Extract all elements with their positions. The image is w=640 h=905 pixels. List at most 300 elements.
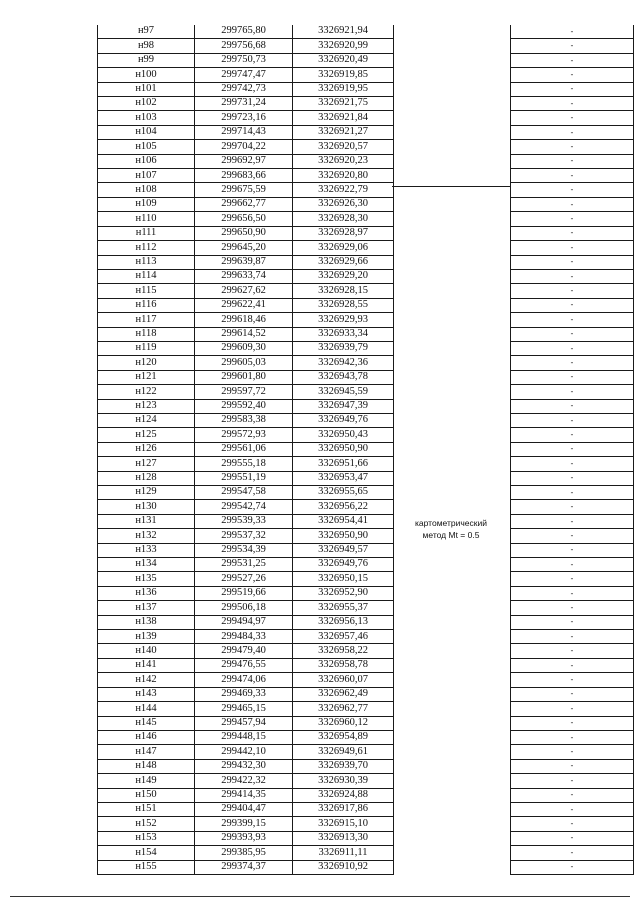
y-coordinate-cell: 3326950,43	[293, 428, 394, 442]
error-cell: -	[511, 673, 634, 687]
point-id-cell: н129	[98, 486, 195, 500]
y-coordinate-cell: 3326926,30	[293, 197, 394, 211]
error-cell: -	[511, 53, 634, 67]
method-cell	[394, 97, 511, 111]
method-cell	[394, 298, 511, 312]
x-coordinate-cell: 299723,16	[195, 111, 293, 125]
y-coordinate-cell: 3326919,95	[293, 82, 394, 96]
table-row	[98, 428, 634, 442]
point-id-cell: н108	[98, 183, 195, 197]
y-coordinate-cell: 3326917,86	[293, 802, 394, 816]
y-coordinate-cell: 3326954,41	[293, 514, 394, 528]
point-id-cell: н144	[98, 702, 195, 716]
error-cell: -	[511, 615, 634, 629]
error-cell: -	[511, 831, 634, 845]
method-cell	[394, 730, 511, 744]
y-coordinate-cell: 3326949,76	[293, 558, 394, 572]
error-cell: -	[511, 154, 634, 168]
method-note-line-2: метод Mt = 0.5	[422, 530, 480, 540]
x-coordinate-cell: 299692,97	[195, 154, 293, 168]
method-separator-line	[392, 186, 510, 187]
x-coordinate-cell: 299448,15	[195, 730, 293, 744]
method-cell	[394, 68, 511, 82]
x-coordinate-cell: 299432,30	[195, 759, 293, 773]
table-row	[98, 543, 634, 557]
x-coordinate-cell: 299656,50	[195, 212, 293, 226]
table-row	[98, 759, 634, 773]
x-coordinate-cell: 299479,40	[195, 644, 293, 658]
error-cell: -	[511, 97, 634, 111]
method-cell	[394, 745, 511, 759]
table-row	[98, 615, 634, 629]
table-row	[98, 716, 634, 730]
y-coordinate-cell: 3326951,66	[293, 457, 394, 471]
y-coordinate-cell: 3326928,97	[293, 226, 394, 240]
point-id-cell: н126	[98, 442, 195, 456]
point-id-cell: н107	[98, 169, 195, 183]
x-coordinate-cell: 299484,33	[195, 630, 293, 644]
point-id-cell: н111	[98, 226, 195, 240]
point-id-cell: н141	[98, 658, 195, 672]
table-row	[98, 831, 634, 845]
error-cell: -	[511, 25, 634, 39]
table-row	[98, 284, 634, 298]
table-row	[98, 39, 634, 53]
method-cell	[394, 313, 511, 327]
y-coordinate-cell: 3326945,59	[293, 385, 394, 399]
point-id-cell: н145	[98, 716, 195, 730]
error-cell: -	[511, 68, 634, 82]
error-cell: -	[511, 702, 634, 716]
point-id-cell: н122	[98, 385, 195, 399]
table-row	[98, 169, 634, 183]
table-row	[98, 846, 634, 860]
method-cell	[394, 630, 511, 644]
y-coordinate-cell: 3326933,34	[293, 327, 394, 341]
table-row	[98, 82, 634, 96]
x-coordinate-cell: 299601,80	[195, 370, 293, 384]
table-row	[98, 327, 634, 341]
error-cell: -	[511, 543, 634, 557]
error-cell: -	[511, 846, 634, 860]
point-id-cell: н143	[98, 687, 195, 701]
table-row	[98, 370, 634, 384]
y-coordinate-cell: 3326960,07	[293, 673, 394, 687]
error-cell: -	[511, 630, 634, 644]
point-id-cell: н114	[98, 269, 195, 283]
x-coordinate-cell: 299662,77	[195, 197, 293, 211]
table-row	[98, 860, 634, 874]
point-id-cell: н104	[98, 125, 195, 139]
y-coordinate-cell: 3326953,47	[293, 471, 394, 485]
method-cell	[394, 39, 511, 53]
x-coordinate-cell: 299399,15	[195, 817, 293, 831]
y-coordinate-cell: 3326950,15	[293, 572, 394, 586]
error-cell: -	[511, 774, 634, 788]
table-row	[98, 586, 634, 600]
point-id-cell: н110	[98, 212, 195, 226]
point-id-cell: н137	[98, 601, 195, 615]
error-cell: -	[511, 428, 634, 442]
method-cell	[394, 471, 511, 485]
table-row	[98, 97, 634, 111]
method-cell	[394, 615, 511, 629]
table-row	[98, 500, 634, 514]
error-cell: -	[511, 601, 634, 615]
point-id-cell: н131	[98, 514, 195, 528]
method-cell	[394, 572, 511, 586]
point-id-cell: н127	[98, 457, 195, 471]
table-row	[98, 817, 634, 831]
y-coordinate-cell: 3326943,78	[293, 370, 394, 384]
error-cell: -	[511, 486, 634, 500]
y-coordinate-cell: 3326957,46	[293, 630, 394, 644]
table-row	[98, 212, 634, 226]
point-id-cell: н103	[98, 111, 195, 125]
method-cell	[394, 111, 511, 125]
x-coordinate-cell: 299393,93	[195, 831, 293, 845]
method-cell	[394, 125, 511, 139]
x-coordinate-cell: 299704,22	[195, 140, 293, 154]
error-cell: -	[511, 356, 634, 370]
error-cell: -	[511, 255, 634, 269]
y-coordinate-cell: 3326949,57	[293, 543, 394, 557]
method-cell	[394, 759, 511, 773]
y-coordinate-cell: 3326954,89	[293, 730, 394, 744]
error-cell: -	[511, 413, 634, 427]
point-id-cell: н106	[98, 154, 195, 168]
method-cell	[394, 154, 511, 168]
method-cell	[394, 716, 511, 730]
point-id-cell: н109	[98, 197, 195, 211]
x-coordinate-cell: 299714,43	[195, 125, 293, 139]
point-id-cell: н120	[98, 356, 195, 370]
method-cell	[394, 370, 511, 384]
y-coordinate-cell: 3326929,66	[293, 255, 394, 269]
error-cell: -	[511, 644, 634, 658]
error-cell: -	[511, 385, 634, 399]
x-coordinate-cell: 299474,06	[195, 673, 293, 687]
error-cell: -	[511, 197, 634, 211]
y-coordinate-cell: 3326950,90	[293, 442, 394, 456]
y-coordinate-cell: 3326920,49	[293, 53, 394, 67]
table-row	[98, 730, 634, 744]
y-coordinate-cell: 3326949,61	[293, 745, 394, 759]
y-coordinate-cell: 3326913,30	[293, 831, 394, 845]
error-cell: -	[511, 140, 634, 154]
method-cell	[394, 702, 511, 716]
x-coordinate-cell: 299547,58	[195, 486, 293, 500]
point-id-cell: н100	[98, 68, 195, 82]
x-coordinate-cell: 299731,24	[195, 97, 293, 111]
y-coordinate-cell: 3326939,70	[293, 759, 394, 773]
table-row	[98, 572, 634, 586]
y-coordinate-cell: 3326919,85	[293, 68, 394, 82]
point-id-cell: н117	[98, 313, 195, 327]
y-coordinate-cell: 3326955,37	[293, 601, 394, 615]
x-coordinate-cell: 299527,26	[195, 572, 293, 586]
table-row	[98, 356, 634, 370]
error-cell: -	[511, 572, 634, 586]
point-id-cell: н153	[98, 831, 195, 845]
x-coordinate-cell: 299747,47	[195, 68, 293, 82]
table-row	[98, 802, 634, 816]
x-coordinate-cell: 299592,40	[195, 399, 293, 413]
x-coordinate-cell: 299639,87	[195, 255, 293, 269]
table-row	[98, 442, 634, 456]
table-row	[98, 644, 634, 658]
point-id-cell: н98	[98, 39, 195, 53]
table-row	[98, 558, 634, 572]
point-id-cell: н136	[98, 586, 195, 600]
table-row	[98, 313, 634, 327]
error-cell: -	[511, 529, 634, 543]
table-row	[98, 673, 634, 687]
error-cell: -	[511, 39, 634, 53]
y-coordinate-cell: 3326950,90	[293, 529, 394, 543]
method-cell	[394, 817, 511, 831]
table-row	[98, 125, 634, 139]
point-id-cell: н132	[98, 529, 195, 543]
error-cell: -	[511, 442, 634, 456]
method-cell	[394, 802, 511, 816]
method-cell	[394, 25, 511, 39]
x-coordinate-cell: 299614,52	[195, 327, 293, 341]
y-coordinate-cell: 3326939,79	[293, 341, 394, 355]
table-row	[98, 269, 634, 283]
method-cell	[394, 644, 511, 658]
point-id-cell: н124	[98, 413, 195, 427]
table-row	[98, 687, 634, 701]
point-id-cell: н119	[98, 341, 195, 355]
point-id-cell: н140	[98, 644, 195, 658]
point-id-cell: н118	[98, 327, 195, 341]
error-cell: -	[511, 284, 634, 298]
x-coordinate-cell: 299650,90	[195, 226, 293, 240]
table-row	[98, 53, 634, 67]
method-cell	[394, 442, 511, 456]
error-cell: -	[511, 817, 634, 831]
x-coordinate-cell: 299374,37	[195, 860, 293, 874]
error-cell: -	[511, 341, 634, 355]
error-cell: -	[511, 860, 634, 874]
x-coordinate-cell: 299597,72	[195, 385, 293, 399]
table-row	[98, 601, 634, 615]
table-row	[98, 385, 634, 399]
error-cell: -	[511, 745, 634, 759]
error-cell: -	[511, 759, 634, 773]
method-cell	[394, 673, 511, 687]
point-id-cell: н125	[98, 428, 195, 442]
error-cell: -	[511, 457, 634, 471]
error-cell: -	[511, 298, 634, 312]
x-coordinate-cell: 299476,55	[195, 658, 293, 672]
coordinates-sheet	[97, 25, 630, 875]
error-cell: -	[511, 471, 634, 485]
y-coordinate-cell: 3326955,65	[293, 486, 394, 500]
point-id-cell: н130	[98, 500, 195, 514]
point-id-cell: н99	[98, 53, 195, 67]
y-coordinate-cell: 3326958,78	[293, 658, 394, 672]
method-cell	[394, 457, 511, 471]
y-coordinate-cell: 3326920,80	[293, 169, 394, 183]
point-id-cell: н155	[98, 860, 195, 874]
x-coordinate-cell: 299750,73	[195, 53, 293, 67]
y-coordinate-cell: 3326956,22	[293, 500, 394, 514]
table-row	[98, 111, 634, 125]
point-id-cell: н128	[98, 471, 195, 485]
method-cell	[394, 500, 511, 514]
error-cell: -	[511, 788, 634, 802]
method-cell	[394, 831, 511, 845]
y-coordinate-cell: 3326952,90	[293, 586, 394, 600]
error-cell: -	[511, 327, 634, 341]
point-id-cell: н105	[98, 140, 195, 154]
method-cell	[394, 543, 511, 557]
x-coordinate-cell: 299683,66	[195, 169, 293, 183]
x-coordinate-cell: 299572,93	[195, 428, 293, 442]
method-cell	[394, 169, 511, 183]
error-cell: -	[511, 558, 634, 572]
x-coordinate-cell: 299494,97	[195, 615, 293, 629]
method-cell	[394, 428, 511, 442]
x-coordinate-cell: 299537,32	[195, 529, 293, 543]
error-cell: -	[511, 500, 634, 514]
y-coordinate-cell: 3326921,94	[293, 25, 394, 39]
y-coordinate-cell: 3326942,36	[293, 356, 394, 370]
table-row	[98, 457, 634, 471]
point-id-cell: н121	[98, 370, 195, 384]
point-id-cell: н116	[98, 298, 195, 312]
error-cell: -	[511, 658, 634, 672]
table-row	[98, 197, 634, 211]
point-id-cell: н115	[98, 284, 195, 298]
y-coordinate-cell: 3326911,11	[293, 846, 394, 860]
method-cell	[394, 356, 511, 370]
table-row	[98, 658, 634, 672]
table-row	[98, 140, 634, 154]
coordinates-table-body	[98, 25, 634, 874]
x-coordinate-cell: 299531,25	[195, 558, 293, 572]
method-cell	[394, 284, 511, 298]
y-coordinate-cell: 3326910,92	[293, 860, 394, 874]
x-coordinate-cell: 299627,62	[195, 284, 293, 298]
y-coordinate-cell: 3326960,12	[293, 716, 394, 730]
method-cell	[394, 601, 511, 615]
method-cell	[394, 327, 511, 341]
y-coordinate-cell: 3326921,27	[293, 125, 394, 139]
method-cell	[394, 341, 511, 355]
x-coordinate-cell: 299542,74	[195, 500, 293, 514]
x-coordinate-cell: 299422,32	[195, 774, 293, 788]
point-id-cell: н151	[98, 802, 195, 816]
point-id-cell: н142	[98, 673, 195, 687]
x-coordinate-cell: 299633,74	[195, 269, 293, 283]
point-id-cell: н138	[98, 615, 195, 629]
table-row	[98, 745, 634, 759]
x-coordinate-cell: 299519,66	[195, 586, 293, 600]
y-coordinate-cell: 3326929,93	[293, 313, 394, 327]
y-coordinate-cell: 3326956,13	[293, 615, 394, 629]
method-cell	[394, 687, 511, 701]
x-coordinate-cell: 299675,59	[195, 183, 293, 197]
method-cell	[394, 774, 511, 788]
y-coordinate-cell: 3326947,39	[293, 399, 394, 413]
x-coordinate-cell: 299583,38	[195, 413, 293, 427]
x-coordinate-cell: 299539,33	[195, 514, 293, 528]
table-row	[98, 298, 634, 312]
point-id-cell: н102	[98, 97, 195, 111]
error-cell: -	[511, 802, 634, 816]
y-coordinate-cell: 3326930,39	[293, 774, 394, 788]
table-row	[98, 241, 634, 255]
point-id-cell: н147	[98, 745, 195, 759]
page-footer-rule	[10, 896, 630, 897]
method-cell	[394, 385, 511, 399]
error-cell: -	[511, 399, 634, 413]
y-coordinate-cell: 3326962,77	[293, 702, 394, 716]
point-id-cell: н154	[98, 846, 195, 860]
table-row	[98, 486, 634, 500]
y-coordinate-cell: 3326928,30	[293, 212, 394, 226]
error-cell: -	[511, 269, 634, 283]
x-coordinate-cell: 299622,41	[195, 298, 293, 312]
table-row	[98, 471, 634, 485]
x-coordinate-cell: 299457,94	[195, 716, 293, 730]
method-cell	[394, 788, 511, 802]
x-coordinate-cell: 299414,35	[195, 788, 293, 802]
x-coordinate-cell: 299465,15	[195, 702, 293, 716]
point-id-cell: н134	[98, 558, 195, 572]
method-cell	[394, 586, 511, 600]
method-cell	[394, 558, 511, 572]
method-cell	[394, 413, 511, 427]
error-cell: -	[511, 125, 634, 139]
y-coordinate-cell: 3326928,55	[293, 298, 394, 312]
method-cell	[394, 212, 511, 226]
error-cell: -	[511, 514, 634, 528]
point-id-cell: н146	[98, 730, 195, 744]
x-coordinate-cell: 299469,33	[195, 687, 293, 701]
point-id-cell: н133	[98, 543, 195, 557]
y-coordinate-cell: 3326921,75	[293, 97, 394, 111]
table-row	[98, 255, 634, 269]
y-coordinate-cell: 3326962,49	[293, 687, 394, 701]
point-id-cell: н135	[98, 572, 195, 586]
method-note-line-1: картометрический	[415, 518, 487, 528]
y-coordinate-cell: 3326915,10	[293, 817, 394, 831]
method-cell	[394, 197, 511, 211]
table-row	[98, 183, 634, 197]
y-coordinate-cell: 3326949,76	[293, 413, 394, 427]
table-row	[98, 529, 634, 543]
method-cell	[394, 140, 511, 154]
x-coordinate-cell: 299534,39	[195, 543, 293, 557]
method-cell	[394, 241, 511, 255]
y-coordinate-cell: 3326920,23	[293, 154, 394, 168]
error-cell: -	[511, 111, 634, 125]
method-cell	[394, 82, 511, 96]
error-cell: -	[511, 716, 634, 730]
table-row	[98, 630, 634, 644]
method-cell	[394, 399, 511, 413]
error-cell: -	[511, 183, 634, 197]
y-coordinate-cell: 3326922,79	[293, 183, 394, 197]
error-cell: -	[511, 169, 634, 183]
x-coordinate-cell: 299605,03	[195, 356, 293, 370]
point-id-cell: н123	[98, 399, 195, 413]
method-cell	[394, 658, 511, 672]
